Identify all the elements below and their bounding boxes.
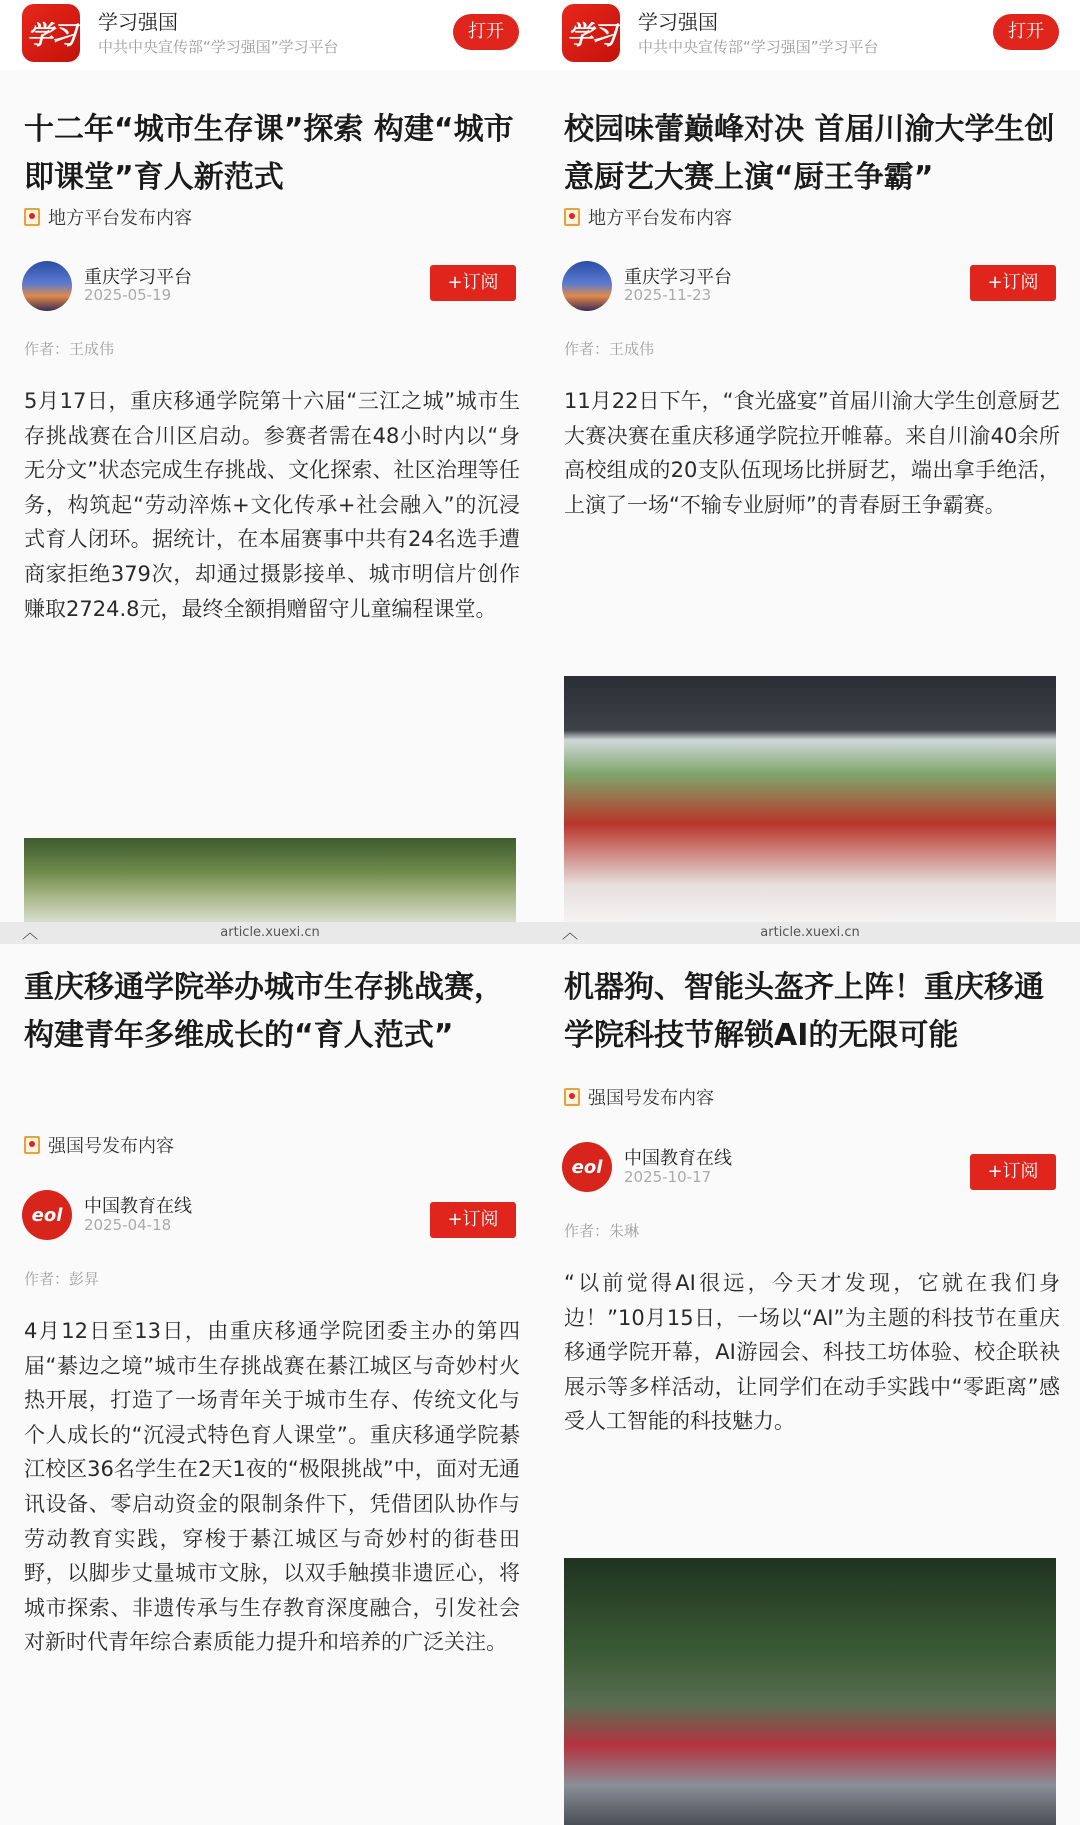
article-body: “以前觉得AI很远，今天才发现，它就在我们身边！”10月15日，一场以“AI”为主题的科技节在重庆移通学院开幕，AI游园会、科技工坊体验、校企联袂展示等多样活动，让同学们在动手实践中“零距离”感受人工智能的科技魅力。 [564,1271,1060,1434]
article-body: 4月12日至13日，由重庆移通学院团委主办的第四届“綦边之境”城市生存挑战赛在綦江城区与奇妙村火热开展，打造了一场青年关于城市生存、传统文化与个人成长的“沉浸式特色育人课堂”。重庆移通学院綦江校区36名学生在2天1夜的“极限挑战”中，面对无通讯设备、零启动资金的限制条件下，凭借团队协作与劳动教育实践，穿梭于綦江城区与奇妙村的街巷田野，以脚步丈量城市文脉，以双手触摸非遗匠心，将城市探索、非遗传承与生存教育深度融合，引发社会对新时代青年综合素质能力提升和培养的广泛关注。 [24,1319,520,1655]
app-logo[interactable]: 学习 [22,4,80,62]
author: 作者：王成伟 [564,340,655,358]
chevron-up-icon[interactable]: ︿ [22,923,39,942]
app-subtitle: 中共中央宣传部“学习强国”学习平台 [638,38,879,56]
publish-tag-label: 强国号发布内容 [588,1088,714,1109]
source-name[interactable]: 中国教育在线 [84,1196,192,1217]
article-panel-2 [540,0,1080,922]
badge-icon [24,208,40,226]
badge-icon [24,1136,40,1154]
url-bar [540,922,1080,944]
publish-date: 2025-05-19 [84,286,172,304]
source-name[interactable]: 重庆学习平台 [624,267,732,288]
app-banner [540,0,1080,70]
app-banner [0,0,540,70]
url-text: article.xuexi.cn [760,925,860,940]
publish-date: 2025-11-23 [624,286,712,304]
open-app-button[interactable]: 打开 [453,14,519,50]
subscribe-button[interactable]: +订阅 [970,265,1056,301]
article-photo [564,676,1056,922]
app-name: 学习强国 [98,10,178,34]
publish-tag [24,1132,174,1158]
source-avatar[interactable]: eol [562,1142,612,1192]
author: 作者：彭昇 [24,1270,100,1288]
article-panel-4 [540,922,1080,1825]
badge-icon [564,1088,580,1106]
source-avatar[interactable] [22,261,72,311]
article-body: 11月22日下午，“食光盛宴”首届川渝大学生创意厨艺大赛决赛在重庆移通学院拉开帷幕。来自川渝40余所高校组成的20支队伍现场比拼厨艺，端出拿手绝活，上演了一场“不输专业厨师”的青春厨王争霸赛。 [564,389,1060,517]
publish-tag-label: 强国号发布内容 [48,1136,174,1157]
author: 作者：朱琳 [564,1222,640,1240]
publish-tag-label: 地方平台发布内容 [48,208,192,229]
source-name[interactable]: 中国教育在线 [624,1148,732,1169]
article-panel-1 [0,0,540,922]
source-name[interactable]: 重庆学习平台 [84,267,192,288]
article-body: 5月17日，重庆移通学院第十六届“三江之城”城市生存挑战赛在合川区启动。参赛者需在48小时内以“身无分文”状态完成生存挑战、文化探索、社区治理等任务，构筑起“劳动淬炼+文化传承+社会融入”的沉浸式育人闭环。据统计，在本届赛事中共有24名选手遭商家拒绝379次，却通过摄影接单、城市明信片创作赚取2724.8元，最终全额捐赠留守儿童编程课堂。 [24,389,520,621]
article-title: 机器狗、智能头盔齐上阵！重庆移通学院科技节解锁AI的无限可能 [564,970,1044,1053]
open-app-button[interactable]: 打开 [993,14,1059,50]
subscribe-button[interactable]: +订阅 [430,265,516,301]
app-logo[interactable]: 学习 [562,4,620,62]
source-avatar[interactable] [562,261,612,311]
badge-icon [564,208,580,226]
article-title: 十二年“城市生存课”探索 构建“城市即课堂”育人新范式 [24,112,514,195]
article-photo [24,838,516,922]
app-name: 学习强国 [638,10,718,34]
chevron-up-icon[interactable]: ︿ [562,923,579,942]
publish-tag [564,1084,714,1110]
publish-tag-label: 地方平台发布内容 [588,208,732,229]
url-bar [0,922,540,944]
publish-date: 2025-10-17 [624,1168,712,1186]
publish-date: 2025-04-18 [84,1216,172,1234]
article-photo [564,1558,1056,1825]
url-text: article.xuexi.cn [220,925,320,940]
article-title: 校园味蕾巅峰对决 首届川渝大学生创意厨艺大赛上演“厨王争霸” [564,112,1055,195]
subscribe-button[interactable]: +订阅 [430,1202,516,1238]
article-title: 重庆移通学院举办城市生存挑战赛，构建青年多维成长的“育人范式” [24,970,504,1053]
source-avatar[interactable]: eol [22,1190,72,1240]
subscribe-button[interactable]: +订阅 [970,1154,1056,1190]
publish-tag [24,204,192,230]
publish-tag [564,204,732,230]
article-panel-3 [0,922,540,1825]
author: 作者：王成伟 [24,340,115,358]
app-subtitle: 中共中央宣传部“学习强国”学习平台 [98,38,339,56]
